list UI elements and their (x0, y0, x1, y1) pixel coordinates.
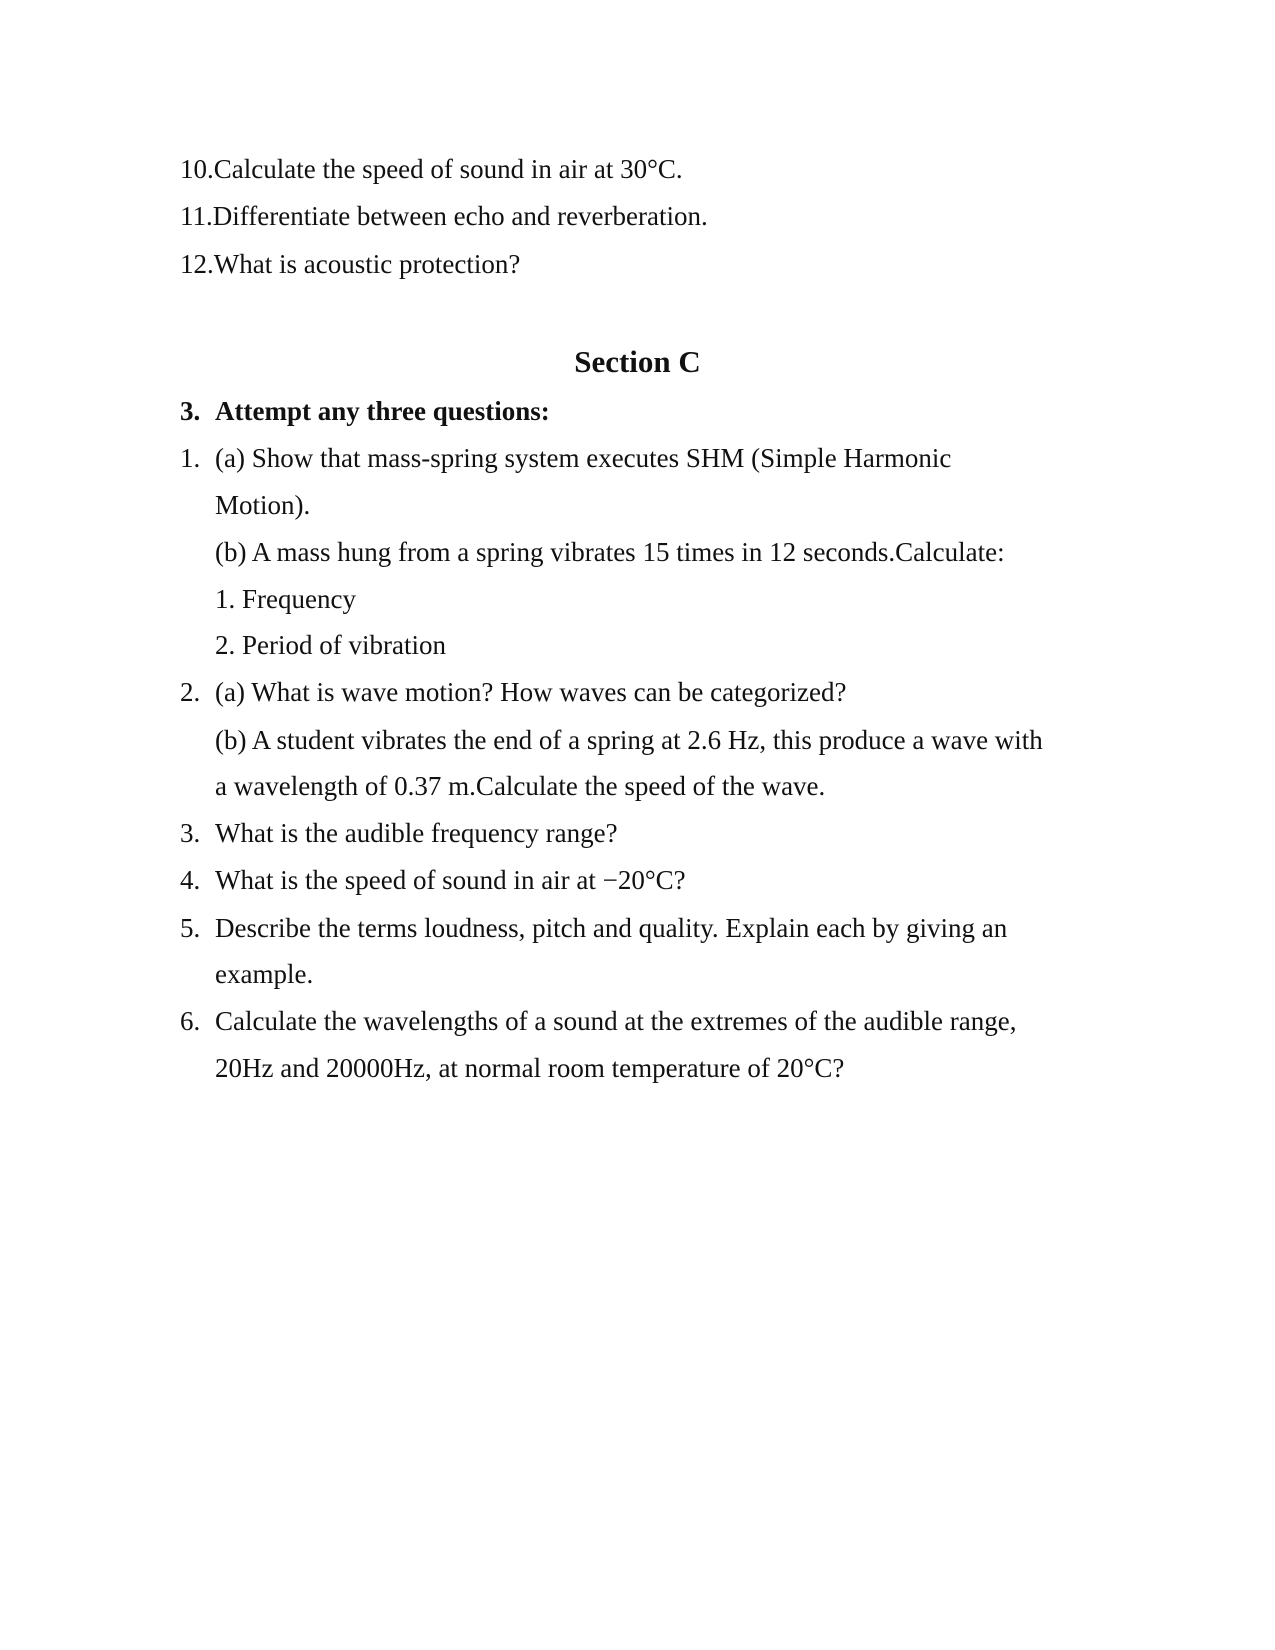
question-number: 12. (180, 249, 214, 279)
question-c4-line: What is the speed of sound in air at −20°C? (215, 865, 686, 895)
question-c1-line: 1. Frequency (215, 584, 356, 614)
question-c1-line: Motion). (215, 490, 311, 520)
question-c2-line: (b) A student vibrates the end of a spring at 2.6 Hz, this produce a wave with (215, 725, 1043, 755)
question-10 (180, 152, 683, 186)
question-c1-line: 2. Period of vibration (215, 630, 446, 660)
question-c1-line: (a) Show that mass-spring system executes SHM (Simple Harmonic (215, 443, 952, 473)
question-c6-number: 6. (180, 1006, 201, 1036)
instruction-text: Attempt any three questions: (215, 396, 550, 426)
instruction-number: 3. (180, 396, 201, 426)
question-c1-line: (b) A mass hung from a spring vibrates 15 times in 12 seconds.Calculate: (215, 537, 1005, 567)
question-text: Differentiate between echo and reverberation. (212, 201, 708, 231)
question-c6-line: 20Hz and 20000Hz, at normal room temperature of 20°C? (215, 1053, 845, 1083)
question-c2-line: (a) What is wave motion? How waves can be categorized? (215, 677, 847, 707)
question-text: What is acoustic protection? (213, 249, 521, 279)
question-c2-line: a wavelength of 0.37 m.Calculate the speed of the wave. (215, 771, 826, 801)
question-c5-number: 5. (180, 913, 201, 943)
question-c1-number: 1. (180, 443, 201, 473)
question-c6-line: Calculate the wavelengths of a sound at the extremes of the audible range, (215, 1006, 1017, 1036)
question-12 (180, 247, 520, 281)
question-11 (180, 199, 708, 233)
question-text: Calculate the speed of sound in air at 30°C. (213, 154, 683, 184)
question-c3-number: 3. (180, 818, 201, 848)
question-number: 10. (180, 154, 214, 184)
question-c5-line: example. (215, 959, 314, 989)
question-c5-line: Describe the terms loudness, pitch and quality. Explain each by giving an (215, 913, 1008, 943)
question-c3-line: What is the audible frequency range? (215, 818, 618, 848)
question-c2-number: 2. (180, 677, 201, 707)
section-c-title: Section C (574, 344, 701, 379)
question-c4-number: 4. (180, 865, 201, 895)
question-number: 11. (180, 201, 213, 231)
